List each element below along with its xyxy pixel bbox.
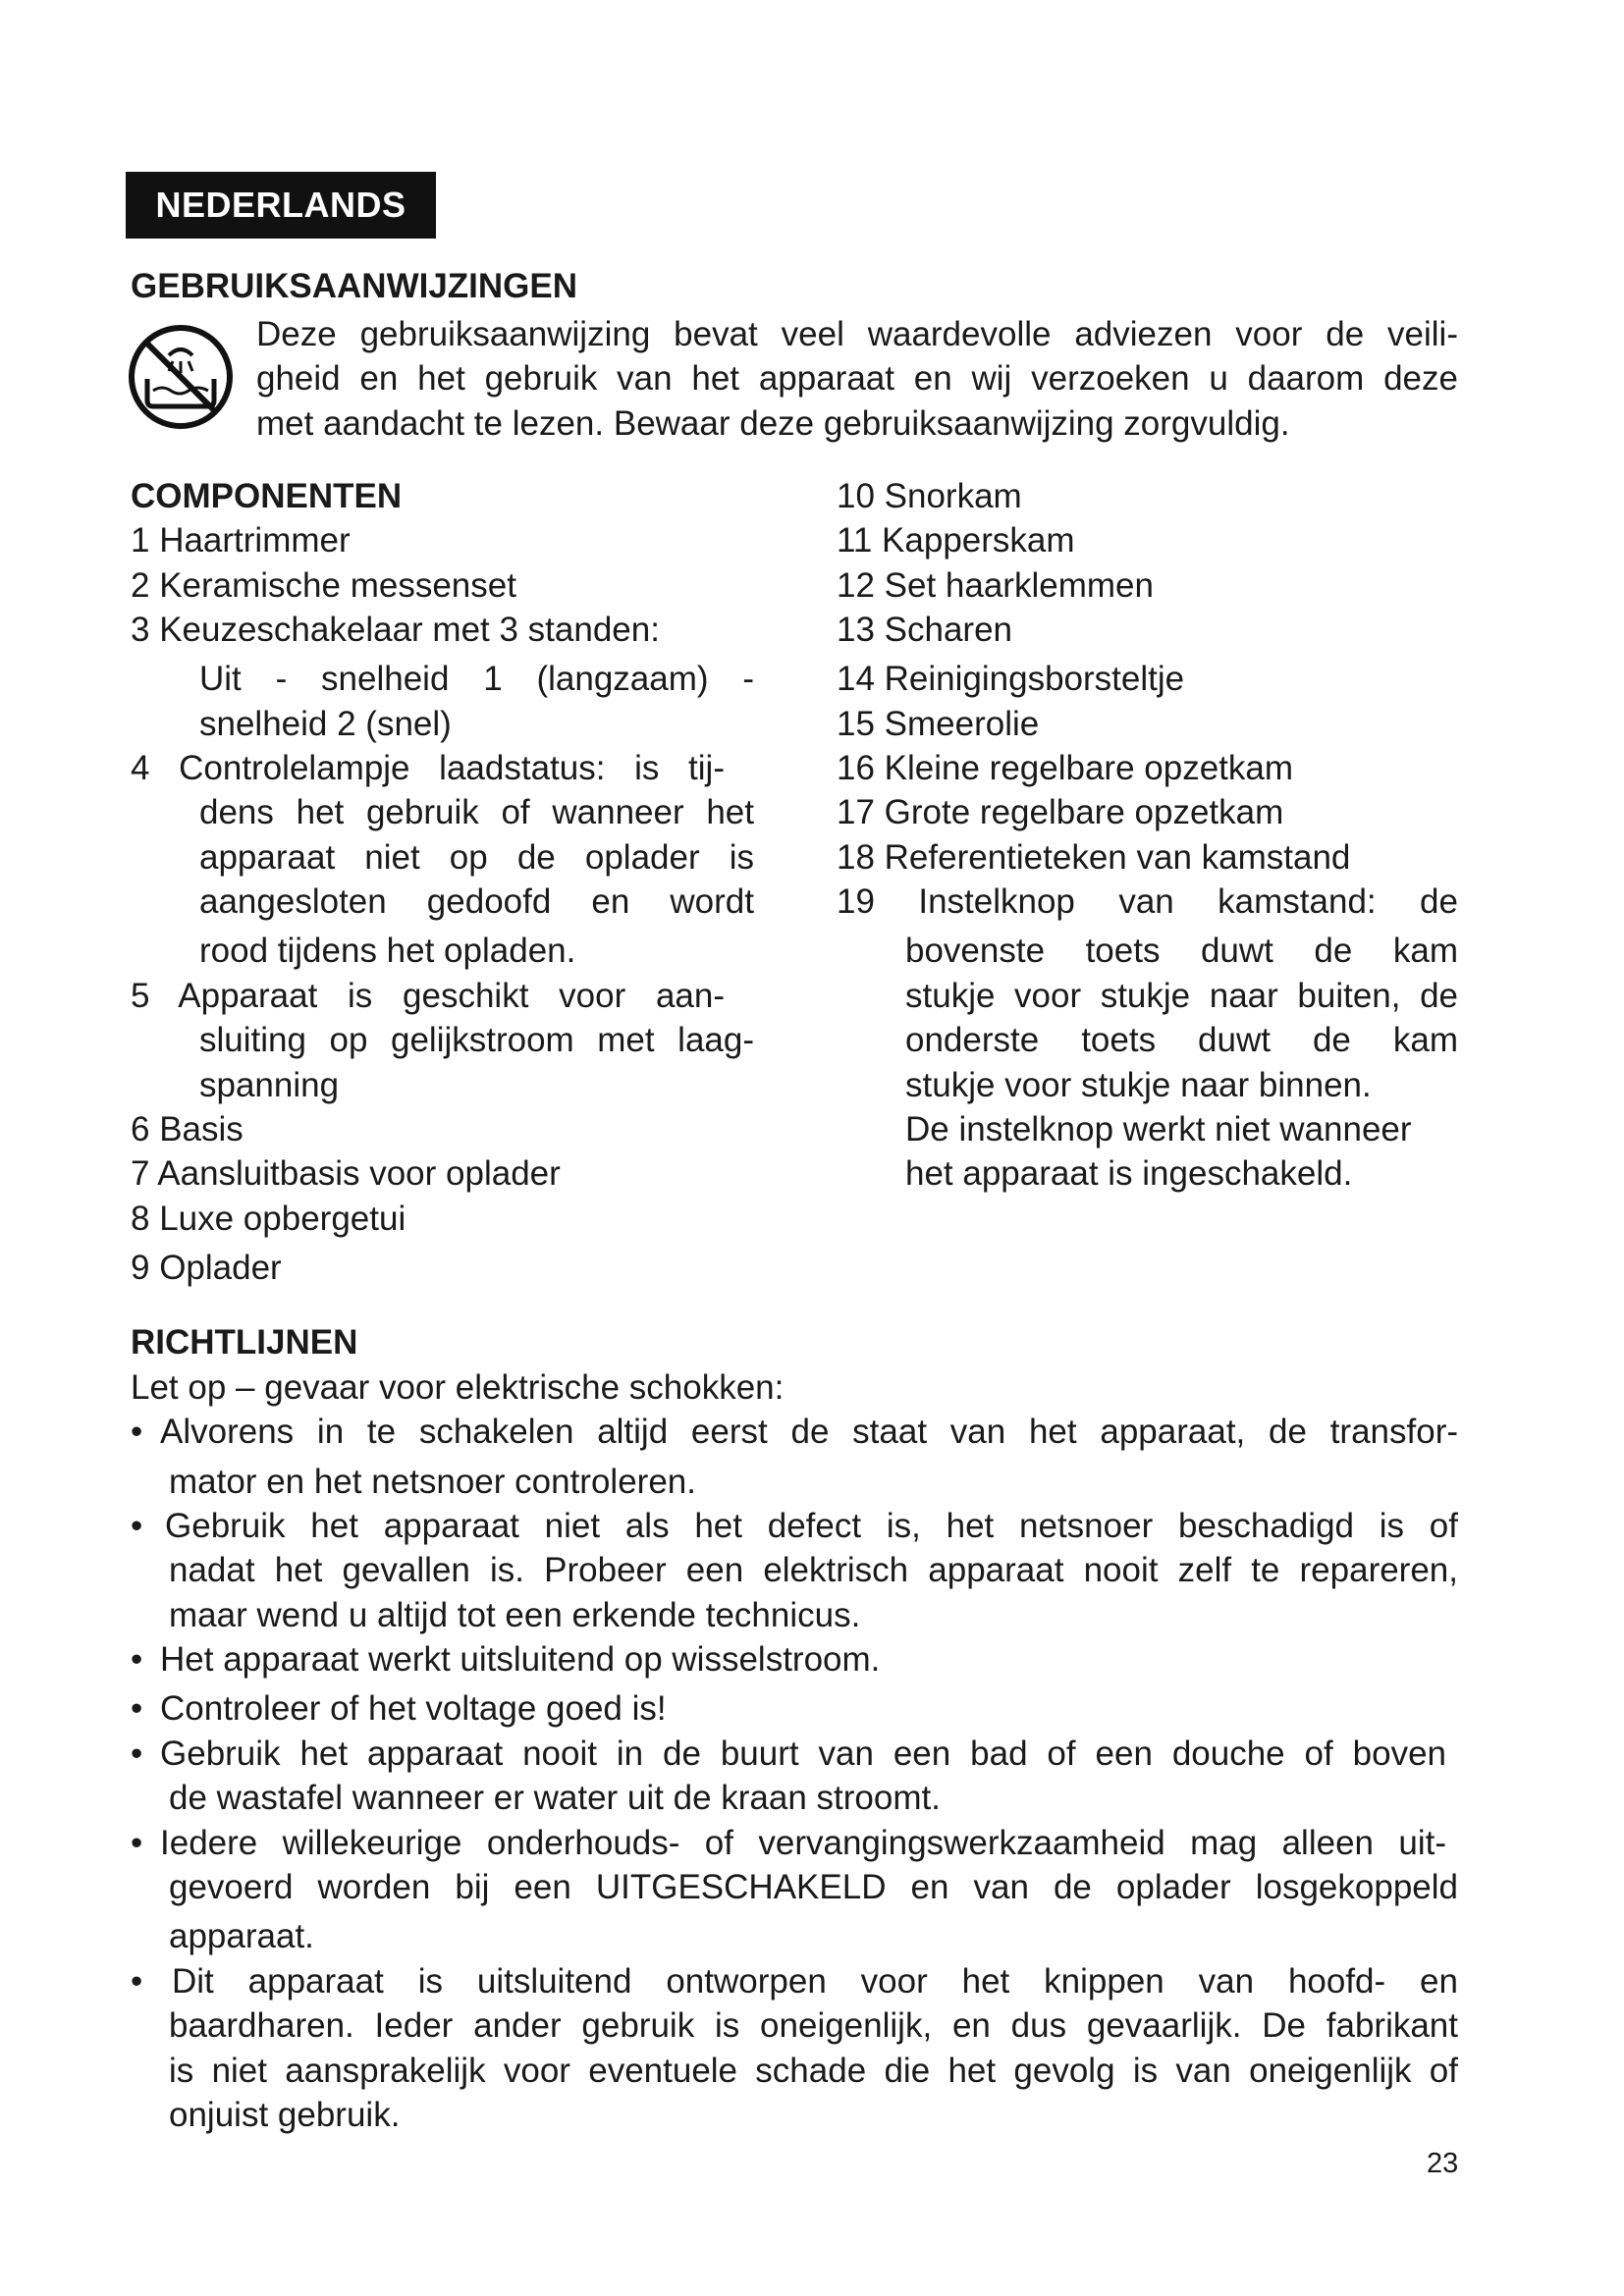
component-item: het apparaat is ingeschakeld. [905, 1154, 1353, 1193]
component-item: 13 Scharen [837, 611, 1013, 649]
guideline-line: onjuist gebruik. [169, 2096, 401, 2134]
component-item: 5 Apparaat is geschikt voor aan- [131, 977, 725, 1015]
component-item: spanning [199, 1066, 340, 1104]
guideline-line: Controleer of het voltage goed is! [160, 1689, 667, 1728]
component-item: 9 Oplader [131, 1249, 282, 1287]
component-item: onderste toets duwt de kam [905, 1021, 1458, 1059]
language-badge: NEDERLANDS [126, 172, 436, 239]
guideline-line: mator en het netsnoer controleren. [169, 1463, 696, 1501]
instructions-line: gheid en het gebruik van het apparaat en wij verzoeken u daarom deze [256, 359, 1458, 398]
guideline-line: Iedere willekeurige onderhouds- of vervangingswerkzaamheid mag alleen uit- [160, 1824, 1446, 1862]
bullet-icon: • [131, 1413, 143, 1451]
guideline-line: gevoerd worden bij een UITGESCHAKELD en van de oplader losgekoppeld [169, 1868, 1458, 1906]
bullet-icon: • [131, 1689, 143, 1728]
bullet-icon: • [131, 1640, 143, 1679]
guidelines-heading: RICHTLIJNEN [131, 1323, 358, 1362]
guideline-line: nadat het gevallen is. Probeer een elektrisch apparaat nooit zelf te repareren, [169, 1551, 1458, 1589]
instructions-heading: GEBRUIKSAANWIJZINGEN [131, 267, 578, 305]
component-item: aangesloten gedoofd en wordt [199, 882, 754, 921]
instructions-line: met aandacht te lezen. Bewaar deze gebruiksaanwijzing zorgvuldig. [256, 404, 1290, 443]
page-number: 23 [1427, 2148, 1459, 2179]
bullet-icon: • [131, 1735, 143, 1773]
guideline-line: de wastafel wanneer er water uit de kraan stroomt. [169, 1779, 941, 1817]
component-item: De instelknop werkt niet wanneer [905, 1110, 1412, 1148]
component-item: snelheid 2 (snel) [199, 705, 452, 743]
component-item: bovenste toets duwt de kam [905, 932, 1458, 970]
components-heading: COMPONENTEN [131, 477, 403, 515]
guideline-line: Het apparaat werkt uitsluitend op wisselstroom. [160, 1640, 881, 1679]
component-item: stukje voor stukje naar buiten, de [905, 977, 1458, 1015]
guideline-line: Gebruik het apparaat niet als het defect is, het netsnoer beschadigd is of [165, 1507, 1458, 1545]
guideline-line: is niet aansprakelijk voor eventuele schade die het gevolg is van oneigenlijk of [169, 2052, 1458, 2090]
component-item: sluiting op gelijkstroom met laag- [199, 1021, 754, 1059]
component-item: 14 Reinigingsborsteltje [837, 660, 1185, 698]
component-item: apparaat niet op de oplader is [199, 838, 754, 877]
component-item: 10 Snorkam [837, 477, 1022, 515]
component-item: 1 Haartrimmer [131, 521, 351, 560]
component-item: stukje voor stukje naar binnen. [905, 1066, 1372, 1104]
no-water-icon [126, 322, 236, 432]
guideline-line: Alvorens in te schakelen altijd eerst de staat van het apparaat, de transfor- [160, 1413, 1458, 1451]
component-item: 17 Grote regelbare opzetkam [837, 793, 1284, 831]
guideline-line: baardharen. Ieder ander gebruik is oneigenlijk, en dus gevaarlijk. De fabrikant [169, 2006, 1458, 2045]
instructions-line: Deze gebruiksaanwijzing bevat veel waardevolle adviezen voor de veili- [256, 315, 1458, 353]
component-item: 8 Luxe opbergetui [131, 1200, 406, 1238]
guideline-line: maar wend u altijd tot een erkende technicus. [169, 1596, 861, 1634]
component-item: 15 Smeerolie [837, 705, 1040, 743]
component-item: rood tijdens het opladen. [199, 932, 576, 970]
bullet-icon: • [131, 1507, 143, 1545]
component-item: 4 Controlelampje laadstatus: is tij- [131, 749, 725, 787]
component-item: 6 Basis [131, 1110, 244, 1148]
guideline-line: Dit apparaat is uitsluitend ontworpen voor het knippen van hoofd- en [172, 1962, 1458, 2001]
component-item: 7 Aansluitbasis voor oplader [131, 1154, 561, 1193]
component-item: 2 Keramische messenset [131, 566, 516, 605]
component-item: 16 Kleine regelbare opzetkam [837, 749, 1294, 787]
component-item: 19 Instelknop van kamstand: de [837, 882, 1458, 921]
bullet-icon: • [131, 1824, 143, 1862]
component-item: Uit - snelheid 1 (langzaam) - [199, 660, 754, 698]
component-item: 3 Keuzeschakelaar met 3 standen: [131, 611, 660, 649]
guidelines-intro: Let op – gevaar voor elektrische schokken: [131, 1368, 785, 1407]
guideline-line: Gebruik het apparaat nooit in de buurt van een bad of een douche of boven [160, 1735, 1446, 1773]
guideline-line: apparaat. [169, 1917, 314, 1955]
bullet-icon: • [131, 1962, 143, 2001]
component-item: 12 Set haarklemmen [837, 566, 1154, 605]
component-item: 11 Kapperskam [837, 521, 1075, 560]
component-item: 18 Referentieteken van kamstand [837, 838, 1351, 877]
component-item: dens het gebruik of wanneer het [199, 793, 754, 831]
